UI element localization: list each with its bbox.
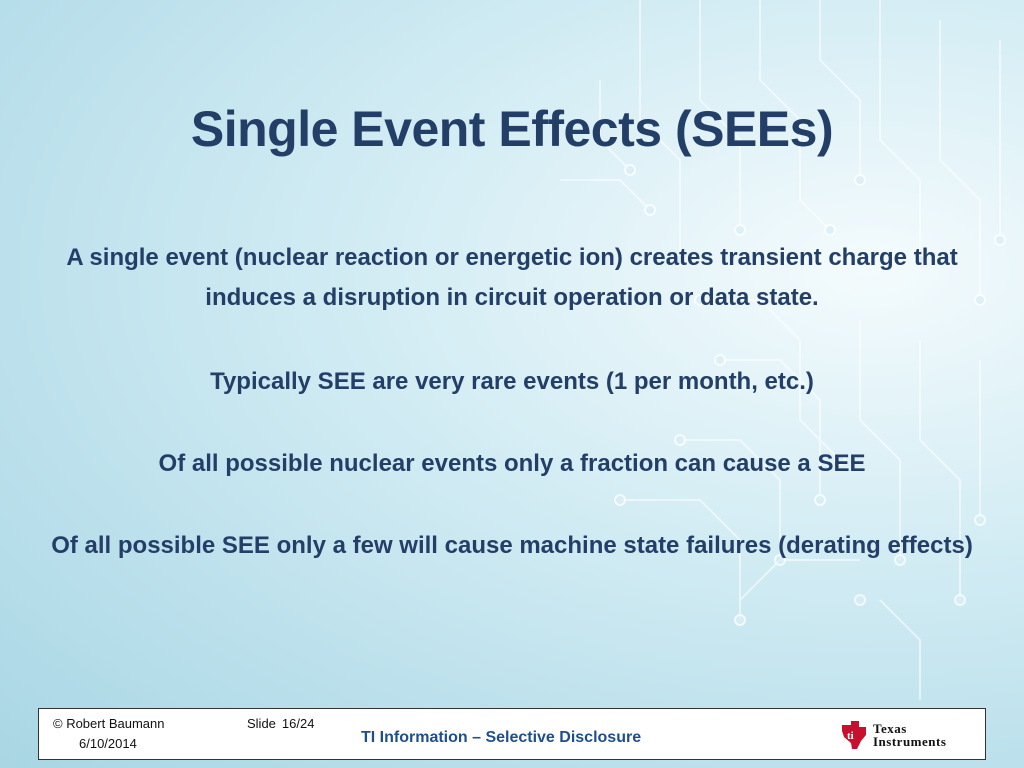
slide-label: Slide: [247, 716, 276, 731]
slide-title: Single Event Effects (SEEs): [190, 101, 834, 157]
texas-instruments-logo: [839, 717, 946, 753]
date-text: 6/10/2014: [79, 736, 137, 751]
slide-footer: [38, 708, 986, 760]
copyright-text: © Robert Baumann: [53, 716, 165, 731]
slide-count: 16/24: [281, 716, 315, 731]
svg-text:ti: ti: [847, 730, 854, 742]
definition-paragraph: A single event (nuclear reaction or energetic ion) creates transient charge that induces a disruption in circuit operation or data state.: [66, 244, 958, 311]
nuclear-events-paragraph: Of all possible nuclear events only a fraction can cause a SEE: [158, 450, 866, 477]
slide-number: [247, 716, 314, 731]
ti-logo-icon: [839, 719, 869, 751]
machine-failures-paragraph: Of all possible SEE only a few will cause machine state failures (derating effects): [51, 532, 973, 559]
ti-wordmark-line2: Instruments: [873, 734, 947, 749]
ti-wordmark: [873, 722, 946, 748]
rarity-paragraph: Typically SEE are very rare events (1 per month, etc.): [210, 368, 814, 395]
disclosure-text: TI Information – Selective Disclosure: [361, 729, 642, 746]
ti-wordmark-line1: Texas: [873, 721, 907, 736]
